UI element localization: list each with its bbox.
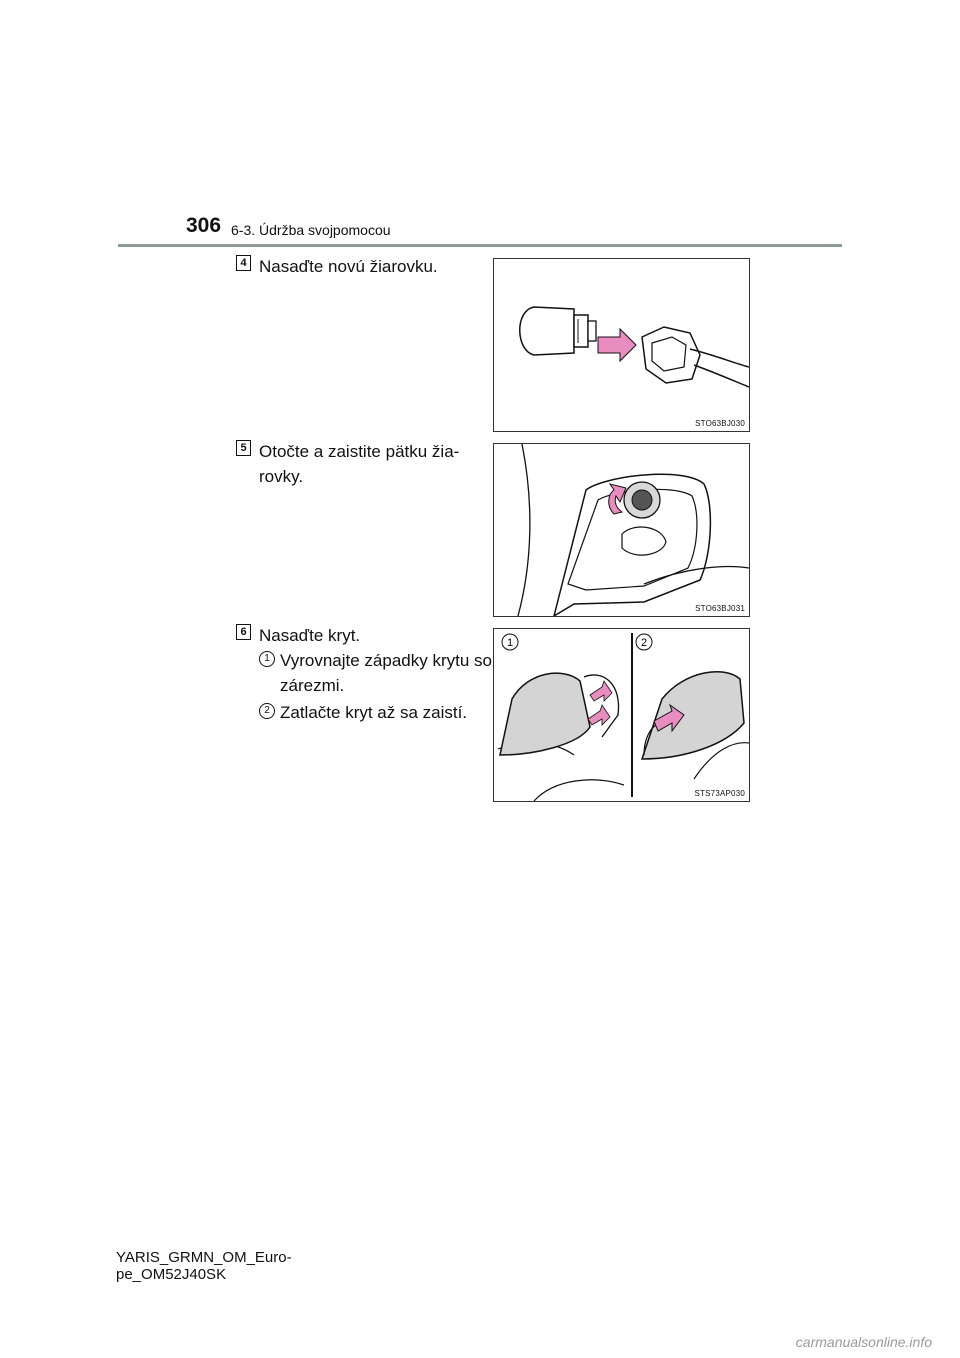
header-rule [118,244,842,247]
watermark: carmanualsonline.info [795,1334,932,1350]
figure-code: STO63BJ030 [695,419,745,428]
substep-2-text: Zatlačte kryt až sa zaistí. [280,703,468,722]
figure-code: STS73AP030 [694,789,745,798]
figure-bulb-insert [493,258,750,432]
cover-install-illustration [494,629,749,801]
step-badge-5: 5 [236,440,251,456]
figure-twist-lock [493,443,750,617]
footer-line-2: pe_OM52J40SK [116,1266,227,1283]
substep-1-text-line2: zárezmi. [280,676,345,695]
section-title: 6-3. Údržba svojpomocou [231,222,391,238]
footer-line-1: YARIS_GRMN_OM_Euro- [116,1249,292,1266]
step-5-text-line2: rovky. [259,467,304,486]
figure-cover-install [493,628,750,802]
bulb-insert-illustration [494,259,749,431]
figure-label-1: 1 [506,637,514,649]
figure-label-2: 2 [640,637,648,649]
step-5-text-line1: Otočte a zaistite pätku žia- [259,442,460,461]
step-6-text: Nasaďte kryt. [259,626,361,645]
page-number: 306 [186,214,222,237]
substep-badge-1: 1 [259,651,275,667]
step-badge-4: 4 [236,255,251,271]
figure-code: STO63BJ031 [695,604,745,613]
step-badge-6: 6 [236,624,251,640]
substep-badge-2: 2 [259,703,275,719]
twist-lock-illustration [494,444,749,616]
substep-1-text-line1: Vyrovnajte západky krytu so [280,651,492,670]
document-footer [116,1249,356,1283]
step-4-text: Nasaďte novú žiarovku. [259,257,438,276]
